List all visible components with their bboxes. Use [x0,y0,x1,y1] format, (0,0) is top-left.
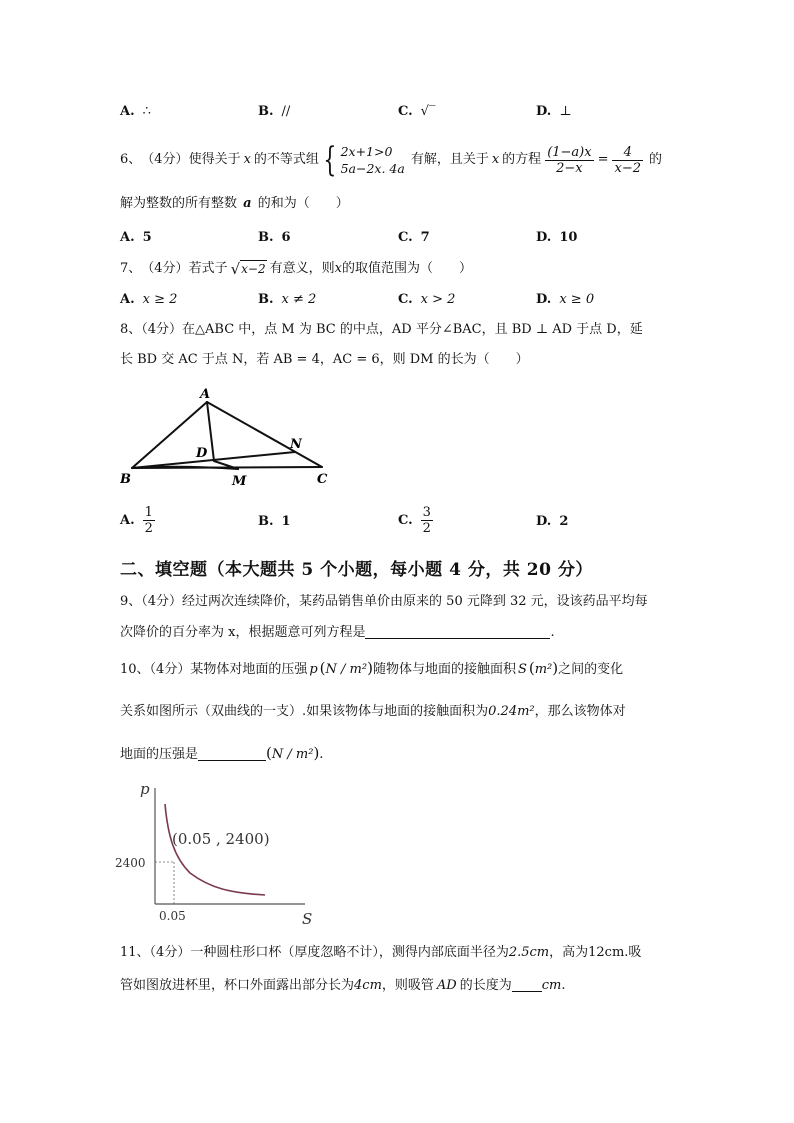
q5-option-a[interactable] [120,104,151,119]
sqrt-icon: √ [230,260,241,278]
equals-sign: = [597,152,609,167]
option-value: 7 [420,230,430,245]
text: 解为整数的所有整数 [120,196,238,211]
inequality-1: 2x+1>0 [340,144,393,159]
text: ，那么该物体对 [534,704,626,719]
question-number: 6、 [120,152,142,167]
q8-option-d[interactable] [536,514,568,529]
question-score: （4分） [141,152,189,167]
label-m: M [232,474,247,489]
hyperbola-graph [110,778,325,928]
option-label: C. [398,230,413,245]
q6-stem-line2 [120,196,349,212]
option-value: x ≠ 2 [281,292,317,307]
q10-stem-line3: 地面的压强是 (N / m²). [120,744,324,762]
question-number: 7、 [120,260,142,276]
q7-option-d[interactable] [536,292,594,307]
radicand: x−2 [241,262,266,276]
text: 使得关于 [188,152,241,167]
label-d: D [196,446,208,461]
q10-stem-line2 [120,704,626,720]
q8-option-c[interactable] [398,505,433,536]
numerator: 3 [422,505,431,520]
text: 10、（4分）某物体对地面的压强 [120,662,308,677]
unit: m² [534,662,553,677]
answer-blank[interactable] [512,977,542,992]
option-value: 6 [281,230,291,245]
text: 的方程 [502,152,542,167]
text: . [561,978,566,993]
y-axis-label: p [140,780,150,798]
unit: N / m² [325,662,368,677]
option-label: A. [120,513,135,528]
text: 11、（4分）一种圆柱形口杯（厚度忽略不计），测得内部底面半径为 [120,945,509,960]
q10-stem-line1: 10、（4分）某物体对地面的压强 p (N / m²)随物体与地面的接触面积 S (m²)之间的变化 [120,659,624,677]
label-b: B [120,472,131,487]
text: 的不等式组 [253,152,319,167]
numerator: 1 [144,505,153,520]
q7-option-b[interactable] [258,292,316,307]
denominator: 2 [422,521,431,536]
answer-blank[interactable] [198,746,266,761]
q6-stem-line1 [120,140,662,180]
var-s: S [517,662,527,677]
q9-stem-line1: 9、（4分）经过两次连续降价，某药品销售单价由原来的 50 元降到 32 元，设该药品平均每 [120,594,648,609]
y-tick-label: 2400 [115,856,146,870]
option-label: D. [536,292,552,307]
text: ，则吸管 [381,978,434,993]
option-label: B. [258,514,274,529]
label-a: A [200,387,211,402]
text: 关系如图所示（双曲线的一支）.如果该物体与地面的接触面积为 [120,704,489,719]
segment-ac [207,402,322,467]
segment-ad [207,402,214,461]
option-label: D. [536,514,552,529]
unit: N / m² [271,747,314,762]
text: ，高为12cm.吸 [549,945,642,960]
exposed-length: 4cm [354,978,382,993]
q6-option-c[interactable] [398,230,430,245]
point-label: (0.05 , 2400) [172,830,270,848]
text: 随物体与地面的接触面积 [372,662,516,677]
answer-blank[interactable] [365,624,550,639]
option-value: √‾ [420,104,436,119]
option-label: D. [536,104,552,119]
q5-option-c[interactable] [398,104,435,119]
hyperbola-curve [165,804,265,895]
option-label: A. [120,292,135,307]
text: . [550,625,555,640]
numerator: (1−a)x [547,144,592,160]
var-p: p [309,662,318,677]
q8-stem-line1: 8、（4分）在△ABC 中，点 M 为 BC 的中点，AD 平分∠BAC，且 BD ⊥ AD 于点 D，延 [120,322,643,337]
q6-option-a[interactable] [120,230,152,245]
sqrt-expression [231,260,267,277]
area-value: 0.24m² [488,704,535,719]
var-ad: AD [436,978,457,993]
option-value: 1 [281,514,291,529]
text: 之间的变化 [558,662,624,677]
denominator: 2 [144,521,153,536]
var-x: x [243,152,251,167]
option-label: B. [258,104,274,119]
text: 次降价的百分率为 x，根据题意可列方程是 [120,625,366,640]
q11-stem-line2 [120,977,566,994]
equation-lhs [545,145,593,176]
option-label: D. [536,230,552,245]
q7-option-a[interactable] [120,292,177,307]
inequality-system [341,143,405,177]
option-value: ∴ [142,104,151,119]
q7-stem [120,260,472,277]
option-label: B. [258,292,274,307]
denominator: 2−x [556,160,583,176]
text: 的长度为 [459,978,512,993]
option-value: 5 [142,230,152,245]
equation-rhs [612,145,643,176]
inequality-2: 5a−2x. 4a [340,161,405,176]
q6-option-d[interactable] [536,230,577,245]
triangle-figure [120,385,335,490]
x-tick-label: 0.05 [159,909,186,923]
q8-option-a[interactable] [120,505,155,536]
q11-stem-line1 [120,945,641,961]
option-value: x > 2 [420,292,456,307]
q8-stem-line2: 长 BD 交 AC 于点 N，若 AB = 4，AC = 6，则 DM 的长为（ ） [120,352,529,367]
option-label: B. [258,230,274,245]
text: 有解，且关于 [410,152,489,167]
text: 地面的压强是 [120,747,199,762]
radius-value: 2.5cm [508,945,550,960]
option-label: C. [398,104,413,119]
unit: cm [541,978,562,993]
label-c: C [317,472,328,487]
fraction [421,505,433,536]
q5-option-d[interactable] [536,104,572,119]
text: 管如图放进杯里，杯口外面露出部分长为 [120,978,355,993]
q6-option-b[interactable] [258,230,291,245]
q9-stem-line2 [120,624,555,641]
option-value: x ≥ 0 [559,292,595,307]
fraction [143,505,155,536]
option-label: C. [398,292,413,307]
question-score: （4分） [141,260,189,276]
text: 若式子 [188,260,228,276]
option-value: 10 [559,230,578,245]
text: 的 [648,152,662,167]
var-a: a [243,196,252,211]
x-axis-label: S [302,910,313,928]
denominator: x−2 [614,160,641,176]
option-label: A. [120,104,135,119]
option-value: ⊥ [559,104,572,119]
left-brace: { [323,140,337,180]
section-title: 二、填空题（本大题共 5 个小题，每小题 4 分，共 20 分） [120,560,593,580]
text: 的取值范围为（ ） [341,260,472,276]
option-label: C. [398,513,413,528]
numerator: 4 [612,145,643,161]
q5-option-b[interactable] [258,104,290,119]
option-label: A. [120,230,135,245]
q8-option-b[interactable] [258,514,291,529]
text: 的和为（ ） [257,196,349,211]
var-x: x [334,260,342,276]
option-value: x ≥ 2 [142,292,178,307]
q7-option-c[interactable] [398,292,455,307]
label-n: N [290,437,302,452]
option-value: // [281,104,291,119]
option-value: 2 [559,514,569,529]
text: . [319,747,324,762]
var-x: x [491,152,500,167]
text: 有意义，则 [269,260,335,276]
